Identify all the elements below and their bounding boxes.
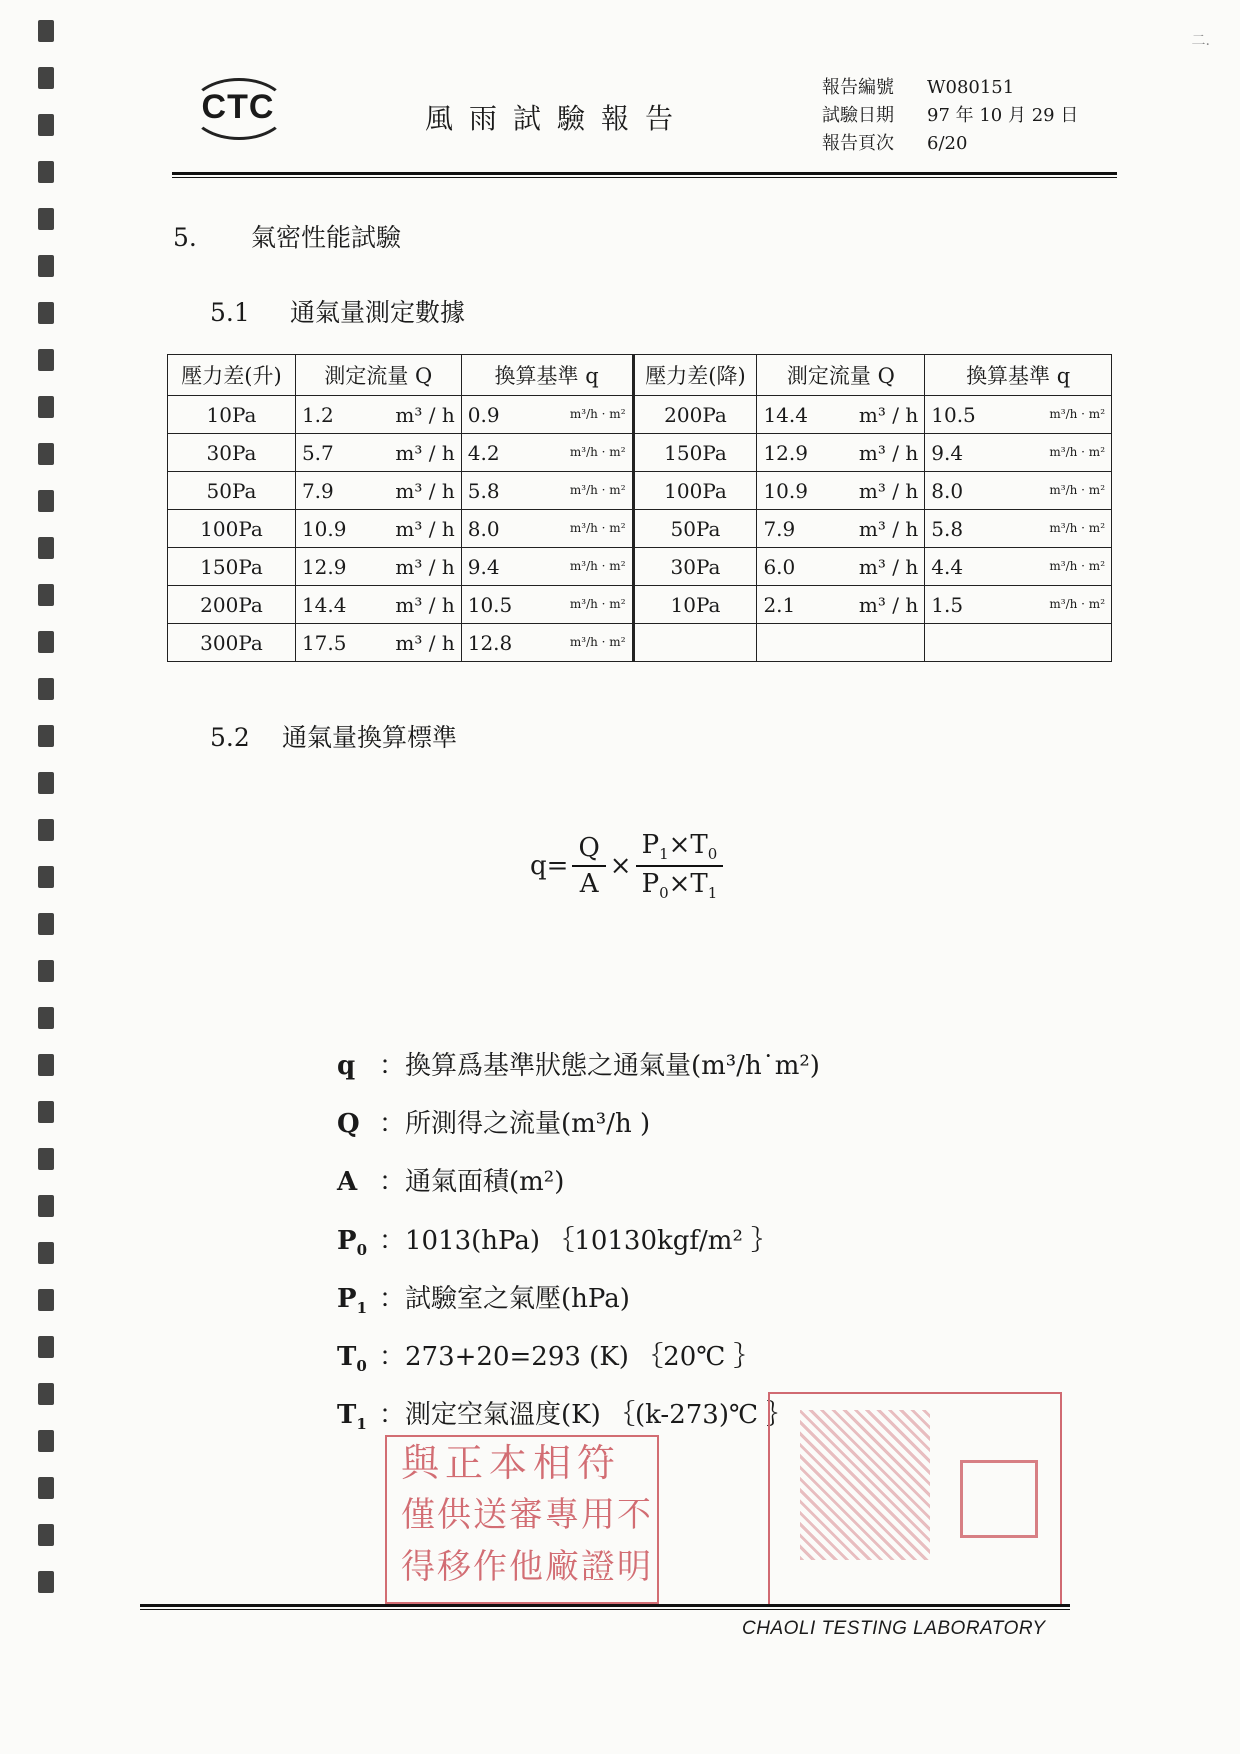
legend-item bbox=[337, 1158, 820, 1216]
binding-hole-icon bbox=[38, 1054, 54, 1076]
flow-value: 14.4 bbox=[763, 402, 808, 427]
flow-cell bbox=[757, 434, 925, 472]
section-52-num: 5.2 bbox=[210, 723, 250, 752]
legend-symbol-letter: P bbox=[337, 1225, 357, 1256]
page-label: 報告頁次 bbox=[822, 133, 894, 154]
flow-value: 7.9 bbox=[301, 478, 334, 503]
formula-f1-numerator: Q bbox=[572, 833, 605, 867]
flow-unit: m³ / h bbox=[395, 592, 455, 617]
airflow-table bbox=[167, 354, 1112, 662]
legend-symbol-letter: A bbox=[337, 1167, 358, 1198]
flow-cell bbox=[757, 472, 925, 510]
legend-description: ：通氣面積(m²) bbox=[379, 1167, 565, 1198]
converted-cell bbox=[925, 510, 1112, 548]
legend-symbol bbox=[337, 1391, 379, 1449]
flow-unit: m³ / h bbox=[395, 516, 455, 541]
formula-fraction-1 bbox=[572, 833, 605, 899]
binding-hole-icon bbox=[38, 1242, 54, 1264]
flow-cell bbox=[295, 548, 461, 586]
header-rule-thin bbox=[172, 177, 1117, 178]
pressure-rise-cell: 200Pa bbox=[168, 586, 296, 624]
legend-item bbox=[337, 1275, 820, 1333]
section-51-title: 通氣量測定數據 bbox=[290, 298, 466, 327]
binding-hole-icon bbox=[38, 67, 54, 89]
times: × bbox=[668, 869, 691, 900]
converted-unit: m³/h · m² bbox=[569, 520, 626, 535]
conversion-formula bbox=[530, 830, 727, 902]
times: × bbox=[668, 830, 691, 860]
converted-value: 8.0 bbox=[467, 516, 500, 541]
flow-value: 12.9 bbox=[763, 440, 808, 465]
flow-value: 17.5 bbox=[301, 630, 347, 655]
table-header-row bbox=[168, 355, 1112, 396]
binding-hole-icon bbox=[38, 1524, 54, 1546]
binding-hole-icon bbox=[38, 1195, 54, 1217]
converted-cell bbox=[925, 548, 1112, 586]
converted-cell bbox=[461, 434, 633, 472]
header-cell: 測定流量 Q bbox=[757, 355, 925, 396]
binding-hole-icon bbox=[38, 819, 54, 841]
converted-value: 9.4 bbox=[931, 440, 964, 465]
legend-symbol-letter: T bbox=[337, 1400, 357, 1431]
binding-hole-icon bbox=[38, 960, 54, 982]
binding-hole-icon bbox=[38, 1007, 54, 1029]
binding-hole-icon bbox=[38, 349, 54, 371]
flow-cell bbox=[295, 586, 461, 624]
binding-hole-icon bbox=[38, 1383, 54, 1405]
converted-unit: m³/h · m² bbox=[569, 406, 626, 421]
flow-value: 2.1 bbox=[763, 592, 796, 617]
binding-hole-icon bbox=[38, 1571, 54, 1593]
empty-cell bbox=[925, 624, 1112, 662]
ctc-logo bbox=[190, 78, 286, 138]
flow-unit: m³ / h bbox=[858, 402, 919, 427]
section-5-heading bbox=[173, 218, 401, 254]
pressure-rise-cell: 100Pa bbox=[168, 510, 296, 548]
flow-unit: m³ / h bbox=[395, 402, 455, 427]
flow-cell bbox=[295, 472, 461, 510]
legend-symbol-sub: 0 bbox=[356, 1357, 367, 1376]
converted-value: 10.5 bbox=[467, 592, 513, 617]
converted-cell bbox=[461, 586, 633, 624]
pressure-rise-cell: 50Pa bbox=[168, 472, 296, 510]
flow-unit: m³ / h bbox=[858, 592, 919, 617]
binding-hole-icon bbox=[38, 161, 54, 183]
stamp-line-2: 僅供送審專用不 bbox=[401, 1495, 653, 1535]
formula-f1-denominator: A bbox=[579, 869, 599, 900]
converted-unit: m³/h · m² bbox=[1049, 558, 1105, 573]
header-rule bbox=[172, 172, 1117, 175]
flow-cell bbox=[295, 396, 461, 434]
table-row bbox=[168, 586, 1112, 624]
test-date-label: 試驗日期 bbox=[822, 105, 894, 126]
binding-hole-icon bbox=[38, 584, 54, 606]
binding-strip bbox=[30, 0, 70, 1754]
footer-rule-thin bbox=[140, 1609, 1070, 1610]
certification-stamp bbox=[385, 1435, 659, 1604]
corner-note: 二. bbox=[1191, 33, 1210, 49]
flow-value: 7.9 bbox=[763, 516, 796, 541]
sym-p: P bbox=[641, 830, 660, 860]
converted-value: 9.4 bbox=[467, 554, 500, 579]
legend-item bbox=[337, 1217, 820, 1275]
flow-unit: m³ / h bbox=[395, 630, 455, 655]
legend-item bbox=[337, 1042, 820, 1100]
binding-hole-icon bbox=[38, 255, 54, 277]
report-meta bbox=[822, 74, 1078, 158]
legend-description: ：273+20=293 (K) ｛20℃ ｝ bbox=[379, 1341, 760, 1372]
flow-value: 6.0 bbox=[763, 554, 796, 579]
converted-cell bbox=[461, 548, 633, 586]
test-date: 97 年 10 月 29 日 bbox=[927, 105, 1079, 126]
flow-value: 1.2 bbox=[301, 402, 334, 427]
binding-hole-icon bbox=[38, 208, 54, 230]
flow-cell bbox=[295, 624, 461, 662]
stamp-line-1: 與正本相符 bbox=[401, 1441, 622, 1485]
legend-symbol bbox=[337, 1158, 379, 1216]
formula-legend bbox=[337, 1042, 820, 1449]
sub-1: 1 bbox=[659, 845, 669, 864]
converted-value: 5.8 bbox=[467, 478, 500, 503]
legend-symbol-letter: P bbox=[337, 1283, 357, 1314]
empty-cell bbox=[757, 624, 925, 662]
logo-text: CTC bbox=[201, 88, 275, 126]
binding-hole-icon bbox=[38, 1477, 54, 1499]
flow-unit: m³ / h bbox=[858, 516, 919, 541]
section-51-num: 5.1 bbox=[210, 298, 250, 327]
converted-cell bbox=[925, 396, 1112, 434]
flow-unit: m³ / h bbox=[395, 554, 455, 579]
table-row bbox=[168, 548, 1112, 586]
converted-cell bbox=[925, 472, 1112, 510]
binding-hole-icon bbox=[38, 913, 54, 935]
sub-0: 0 bbox=[707, 845, 718, 864]
legend-symbol bbox=[337, 1100, 379, 1158]
binding-hole-icon bbox=[38, 1336, 54, 1358]
converted-cell bbox=[461, 624, 633, 662]
formula-fraction-2 bbox=[636, 830, 724, 902]
header-cell: 壓力差(降) bbox=[633, 355, 757, 396]
legend-symbol bbox=[337, 1217, 379, 1275]
converted-unit: m³/h · m² bbox=[569, 444, 626, 459]
converted-value: 4.4 bbox=[931, 554, 964, 579]
legend-symbol bbox=[337, 1042, 379, 1100]
table-row bbox=[168, 434, 1112, 472]
converted-cell bbox=[461, 510, 633, 548]
converted-unit: m³/h · m² bbox=[1049, 482, 1105, 497]
pressure-fall-cell: 100Pa bbox=[633, 472, 757, 510]
binding-hole-icon bbox=[38, 302, 54, 324]
legend-symbol-sub: 1 bbox=[356, 1298, 367, 1317]
table-row bbox=[168, 624, 1112, 662]
flow-unit: m³ / h bbox=[395, 478, 455, 503]
footer-rule bbox=[140, 1604, 1070, 1607]
flow-cell bbox=[757, 586, 925, 624]
flow-value: 5.7 bbox=[301, 440, 334, 465]
section-52-title: 通氣量換算標準 bbox=[282, 723, 458, 752]
binding-hole-icon bbox=[38, 866, 54, 888]
flow-cell bbox=[295, 434, 461, 472]
formula-f2-denominator bbox=[636, 867, 724, 902]
legend-symbol-letter: q bbox=[337, 1051, 356, 1081]
binding-hole-icon bbox=[38, 725, 54, 747]
sym-p: P bbox=[641, 869, 660, 900]
converted-cell bbox=[925, 434, 1112, 472]
legend-description: ：測定空氣溫度(K) ｛(k-273)℃ ｝ bbox=[379, 1400, 793, 1431]
pressure-rise-cell: 150Pa bbox=[168, 548, 296, 586]
legend-symbol-sub: 0 bbox=[356, 1240, 367, 1259]
pressure-rise-cell: 30Pa bbox=[168, 434, 296, 472]
pressure-fall-cell: 150Pa bbox=[633, 434, 757, 472]
legend-item bbox=[337, 1333, 820, 1391]
section-5-num: 5. bbox=[173, 223, 197, 252]
binding-hole-icon bbox=[38, 537, 54, 559]
converted-value: 12.8 bbox=[467, 630, 513, 655]
converted-unit: m³/h · m² bbox=[1049, 520, 1105, 535]
converted-unit: m³/h · m² bbox=[569, 558, 626, 573]
converted-value: 10.5 bbox=[931, 402, 976, 427]
binding-hole-icon bbox=[38, 1148, 54, 1170]
pressure-fall-cell: 200Pa bbox=[633, 396, 757, 434]
section-51-heading bbox=[210, 293, 465, 329]
header-cell: 測定流量 Q bbox=[295, 355, 461, 396]
report-no: W080151 bbox=[927, 77, 1015, 98]
legend-symbol-letter: T bbox=[337, 1341, 357, 1372]
section-5-title: 氣密性能試驗 bbox=[251, 223, 402, 252]
binding-hole-icon bbox=[38, 443, 54, 465]
report-title: 風雨試驗報告 bbox=[425, 102, 690, 135]
sub-0: 0 bbox=[659, 884, 669, 903]
flow-unit: m³ / h bbox=[858, 554, 919, 579]
binding-hole-icon bbox=[38, 1430, 54, 1452]
flow-cell bbox=[757, 510, 925, 548]
converted-value: 4.2 bbox=[467, 440, 500, 465]
empty-cell bbox=[633, 624, 757, 662]
converted-unit: m³/h · m² bbox=[1049, 406, 1105, 421]
stamp-line-3: 得移作他廠證明 bbox=[401, 1547, 653, 1587]
flow-cell bbox=[757, 548, 925, 586]
binding-hole-icon bbox=[38, 631, 54, 653]
pressure-fall-cell: 30Pa bbox=[633, 548, 757, 586]
pressure-fall-cell: 50Pa bbox=[633, 510, 757, 548]
converted-unit: m³/h · m² bbox=[569, 634, 626, 649]
converted-cell bbox=[461, 396, 633, 434]
legend-description: ：換算爲基準狀態之通氣量(m³/h˙m²) bbox=[379, 1051, 820, 1081]
pressure-fall-cell: 10Pa bbox=[633, 586, 757, 624]
legend-description: ：1013(hPa) ｛10130kgf/m² ｝ bbox=[379, 1225, 778, 1256]
binding-hole-icon bbox=[38, 490, 54, 512]
legend-symbol-sub: 1 bbox=[356, 1415, 367, 1434]
converted-unit: m³/h · m² bbox=[569, 596, 626, 611]
binding-hole-icon bbox=[38, 114, 54, 136]
binding-hole-icon bbox=[38, 20, 54, 42]
sym-t: T bbox=[690, 869, 708, 900]
header-cell: 換算基準 q bbox=[461, 355, 633, 396]
converted-value: 1.5 bbox=[931, 592, 964, 617]
flow-value: 14.4 bbox=[301, 592, 347, 617]
converted-cell bbox=[461, 472, 633, 510]
header-cell: 壓力差(升) bbox=[168, 355, 296, 396]
lab-name: CHAOLI TESTING LABORATORY bbox=[742, 1618, 1046, 1639]
table-row bbox=[168, 396, 1112, 434]
legend-symbol bbox=[337, 1333, 379, 1391]
binding-hole-icon bbox=[38, 1289, 54, 1311]
converted-unit: m³/h · m² bbox=[1049, 444, 1105, 459]
binding-hole-icon bbox=[38, 396, 54, 418]
formula-f2-numerator bbox=[636, 830, 724, 867]
lab-seal-small bbox=[960, 1460, 1038, 1538]
binding-hole-icon bbox=[38, 772, 54, 794]
page-number: 6/20 bbox=[927, 133, 968, 154]
binding-hole-icon bbox=[38, 1101, 54, 1123]
sym-t: T bbox=[690, 830, 708, 860]
converted-value: 5.8 bbox=[931, 516, 964, 541]
flow-unit: m³ / h bbox=[858, 440, 919, 465]
converted-unit: m³/h · m² bbox=[569, 482, 626, 497]
pressure-rise-cell: 300Pa bbox=[168, 624, 296, 662]
flow-unit: m³ / h bbox=[395, 440, 455, 465]
legend-symbol-letter: Q bbox=[337, 1109, 360, 1140]
binding-hole-icon bbox=[38, 678, 54, 700]
legend-symbol bbox=[337, 1275, 379, 1333]
legend-item bbox=[337, 1100, 820, 1158]
formula-times: × bbox=[609, 851, 632, 882]
converted-cell bbox=[925, 586, 1112, 624]
converted-value: 0.9 bbox=[467, 402, 500, 427]
lab-seal-large bbox=[800, 1410, 930, 1560]
flow-value: 12.9 bbox=[301, 554, 347, 579]
pressure-rise-cell: 10Pa bbox=[168, 396, 296, 434]
flow-value: 10.9 bbox=[763, 478, 808, 503]
sub-1: 1 bbox=[707, 884, 718, 903]
legend-description: ：所測得之流量(m³/h ) bbox=[379, 1109, 651, 1140]
flow-value: 10.9 bbox=[301, 516, 347, 541]
converted-unit: m³/h · m² bbox=[1049, 596, 1105, 611]
report-no-label: 報告編號 bbox=[822, 77, 894, 98]
header-cell: 換算基準 q bbox=[925, 355, 1112, 396]
section-52-heading bbox=[210, 718, 457, 754]
table-row bbox=[168, 472, 1112, 510]
table-row bbox=[168, 510, 1112, 548]
formula-lhs: q= bbox=[530, 851, 569, 882]
converted-value: 8.0 bbox=[931, 478, 964, 503]
legend-description: ：試驗室之氣壓(hPa) bbox=[379, 1283, 630, 1314]
flow-cell bbox=[295, 510, 461, 548]
flow-cell bbox=[757, 396, 925, 434]
flow-unit: m³ / h bbox=[858, 478, 919, 503]
